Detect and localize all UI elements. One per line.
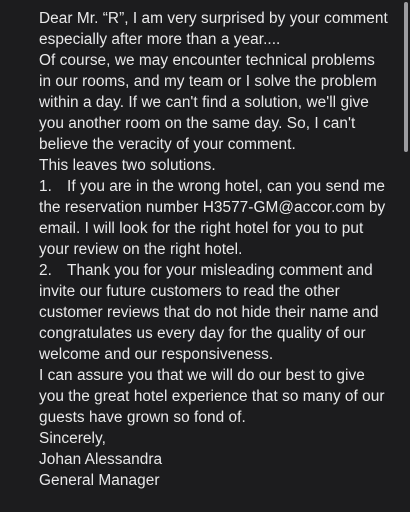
message-line: within a day. If we can't find a solution, we'll give	[39, 94, 369, 111]
scrollbar[interactable]	[404, 0, 410, 512]
message-line: Johan Alessandra	[39, 451, 163, 468]
message-line: welcome and our responsiveness.	[39, 346, 274, 363]
message-line: invite our future customers to read the other	[39, 283, 340, 300]
message-line: the reservation number H3577-GM@accor.com by	[39, 199, 386, 216]
message-line: believe the veracity of your comment.	[39, 136, 296, 153]
message-line: especially after more than a year....	[39, 31, 281, 48]
message-line: congratulates us every day for the quality of our	[39, 325, 366, 342]
list-number-1: 1.	[39, 178, 52, 195]
list-number-2: 2.	[39, 262, 52, 279]
message-line: you the great hotel experience that so many of our	[39, 388, 385, 405]
message-line: I can assure you that we will do our best to give	[39, 367, 365, 384]
message-line: General Manager	[39, 472, 160, 489]
list-item-1-first-line	[39, 176, 399, 197]
message-line: This leaves two solutions.	[39, 157, 216, 174]
message-line: guests have grown so fond of.	[39, 409, 246, 426]
message-line: Thank you for your misleading comment and	[67, 262, 373, 279]
list-item-2-first-line	[39, 260, 399, 281]
message-line: customer reviews that do not hide their name and	[39, 304, 379, 321]
message-line: your review on the right hotel.	[39, 241, 243, 258]
message-line: Sincerely,	[39, 430, 106, 447]
message-line: Dear Mr. “R”, I am very surprised by your comment	[39, 10, 388, 27]
message-body	[39, 8, 399, 491]
message-line: Of course, we may encounter technical problems	[39, 52, 375, 69]
message-line: you another room on the same day. So, I can't	[39, 115, 356, 132]
message-line: in our rooms, and my team or I solve the problem	[39, 73, 377, 90]
message-line: email. I will look for the right hotel for you to put	[39, 220, 364, 237]
message-line: If you are in the wrong hotel, can you send me	[67, 178, 385, 195]
scrollbar-thumb[interactable]	[404, 2, 408, 152]
